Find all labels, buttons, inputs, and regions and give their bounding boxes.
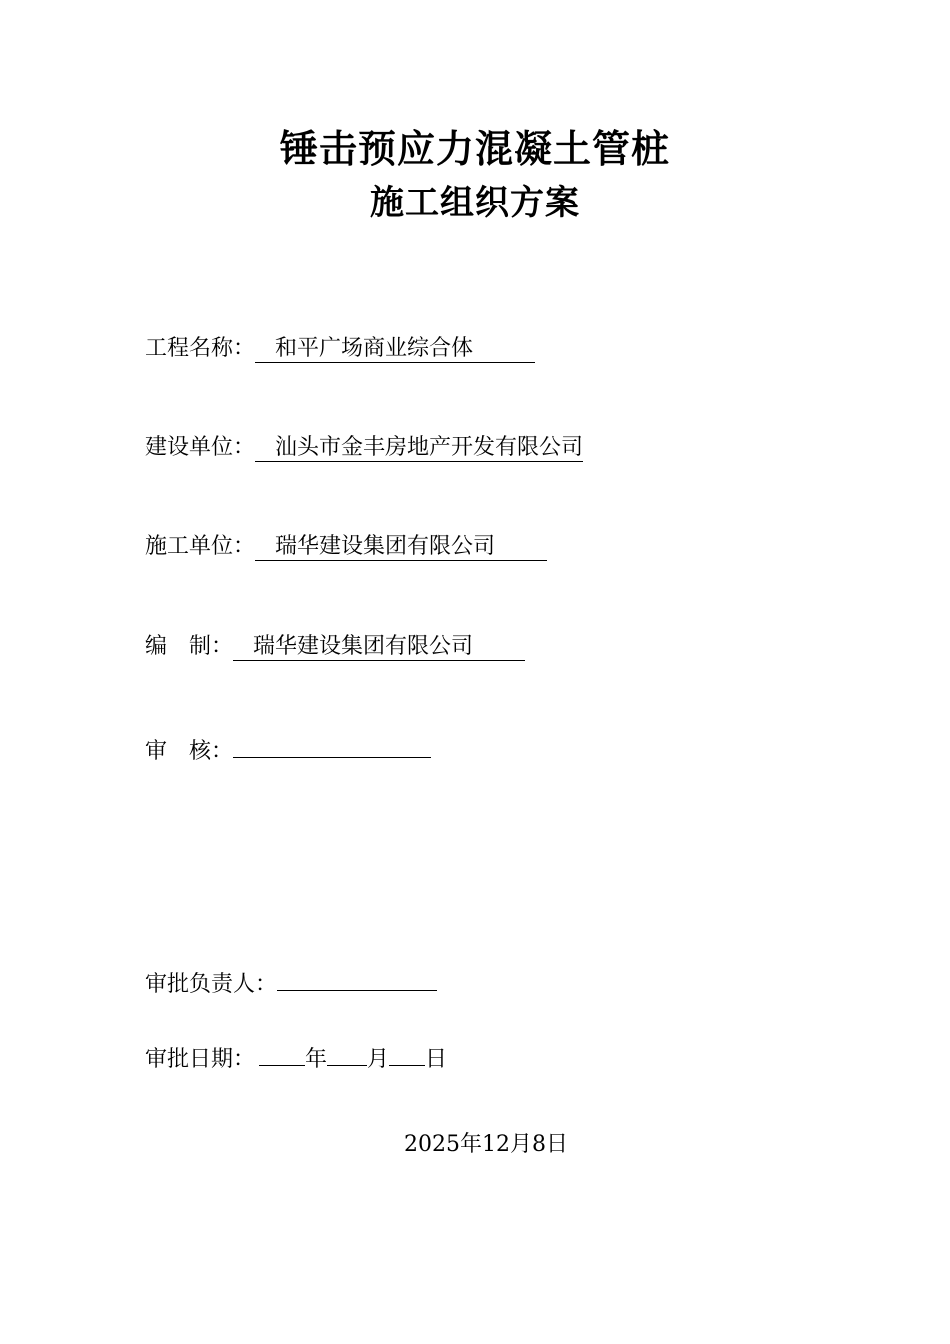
approval-date-row <box>145 1043 447 1075</box>
field-value: 汕头市金丰房地产开发有限公司 <box>255 435 583 462</box>
field-value: 瑞华建设集团有限公司 <box>255 534 547 561</box>
field-value: 和平广场商业综合体 <box>255 336 535 363</box>
field-label: 工程名称： <box>145 336 256 361</box>
day-char: 日 <box>425 1047 448 1072</box>
approver-row <box>145 968 437 1000</box>
field-contractor <box>145 532 547 562</box>
field-project-name <box>145 334 535 364</box>
field-label: 审 核： <box>145 739 234 764</box>
month-blank <box>327 1043 367 1066</box>
day-blank <box>389 1043 425 1066</box>
year-blank <box>259 1043 305 1066</box>
approver-blank <box>277 968 437 991</box>
field-label: 施工单位： <box>145 534 256 559</box>
year-char: 年 <box>305 1047 328 1072</box>
field-reviewer <box>145 731 431 767</box>
field-compiler <box>145 632 525 662</box>
document-date: 2025年12月8日 <box>404 1132 568 1157</box>
field-owner <box>145 433 583 463</box>
field-label: 编 制： <box>145 634 234 659</box>
document-title-line2: 施工组织方案 <box>370 183 580 223</box>
field-value <box>233 731 431 758</box>
field-value: 瑞华建设集团有限公司 <box>233 634 525 661</box>
document-title-line1: 锤击预应力混凝土管桩 <box>279 127 670 171</box>
month-char: 月 <box>367 1047 390 1072</box>
approval-date-label: 审批日期： <box>145 1047 256 1072</box>
approver-label: 审批负责人： <box>145 972 278 997</box>
field-label: 建设单位： <box>145 435 256 460</box>
